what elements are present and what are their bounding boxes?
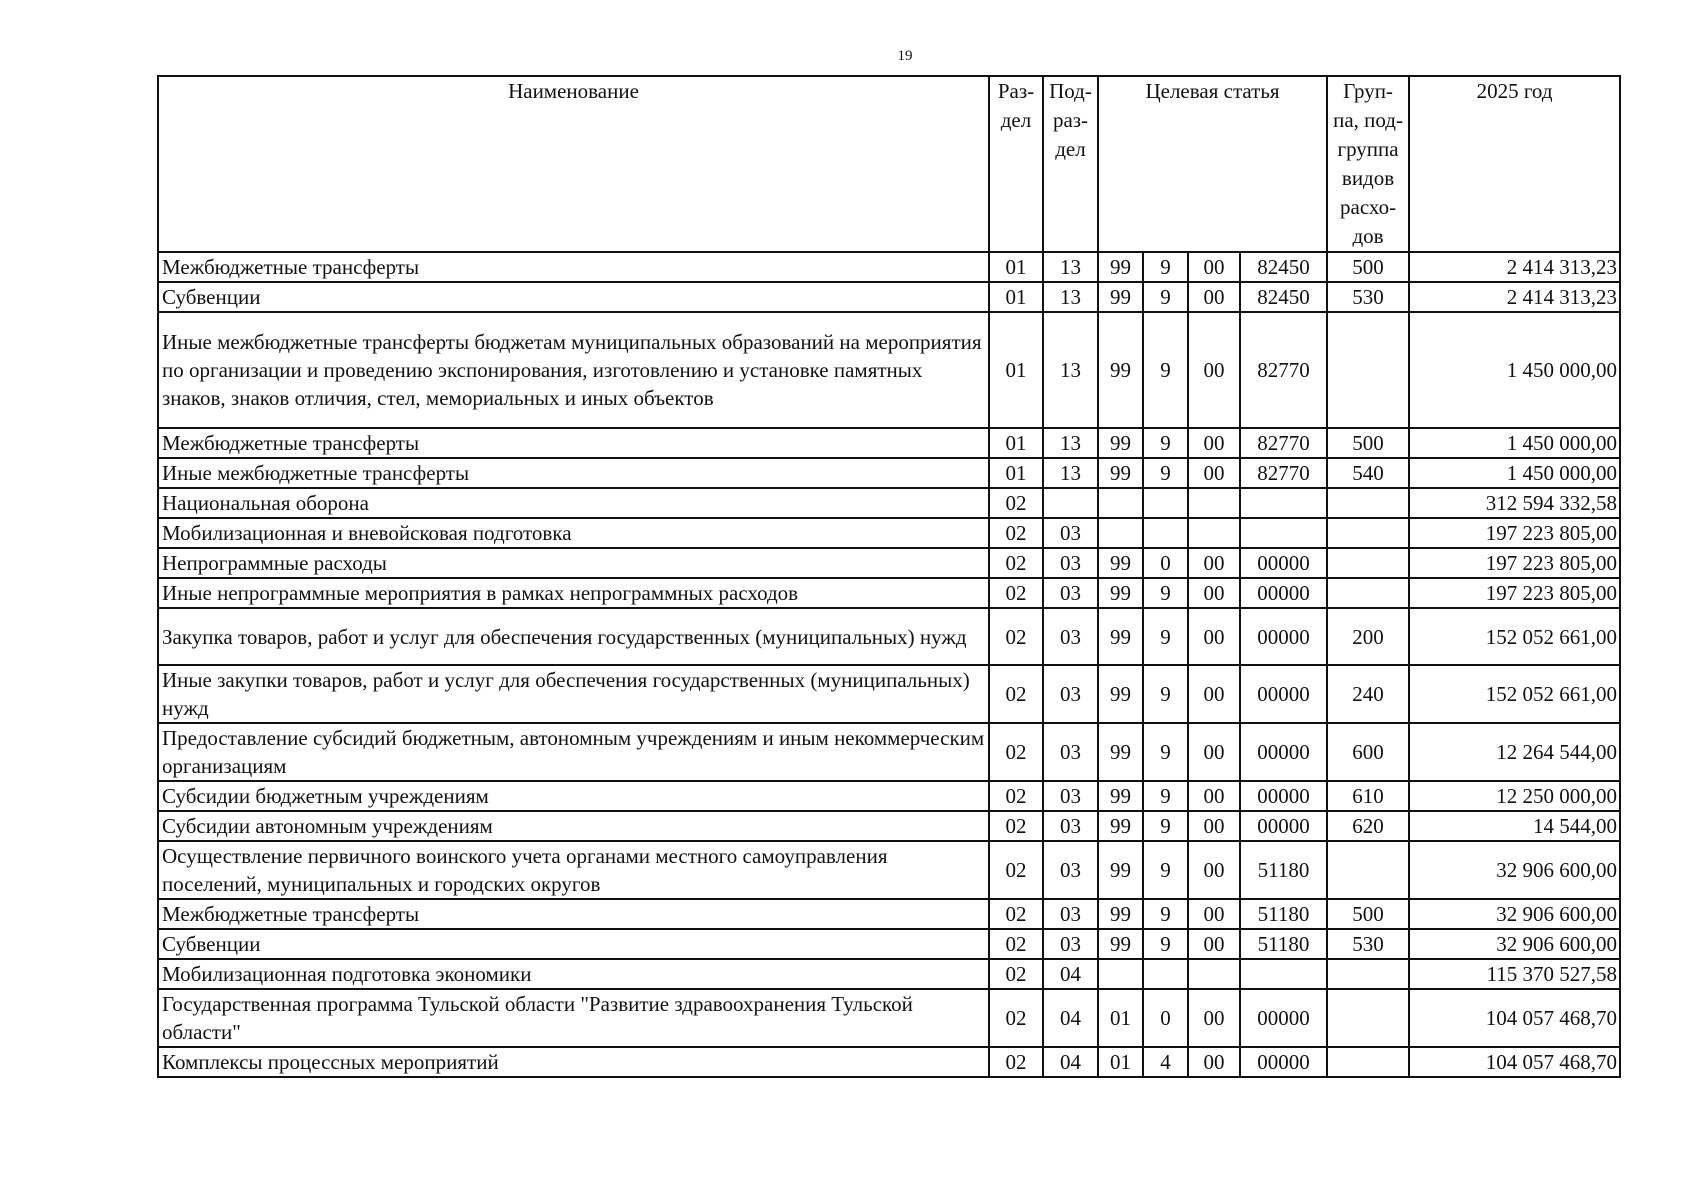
table-row <box>158 458 1620 488</box>
row-target-subprogram: 00 <box>1188 548 1240 578</box>
row-target-direction <box>1240 518 1327 548</box>
row-target-direction: 00000 <box>1240 548 1327 578</box>
row-target-subprogram: 00 <box>1188 929 1240 959</box>
header-expense-group: Груп- па, под- группа видов расхо- дов <box>1327 76 1409 252</box>
row-target-direction <box>1240 959 1327 989</box>
row-razdel: 02 <box>989 899 1043 929</box>
row-razdel: 01 <box>989 428 1043 458</box>
row-amount: 152 052 661,00 <box>1409 665 1620 723</box>
page-number: 19 <box>897 48 913 64</box>
row-target-program: 99 <box>1098 929 1143 959</box>
row-razdel: 02 <box>989 518 1043 548</box>
row-podrazdel: 03 <box>1043 929 1098 959</box>
row-target-direction: 00000 <box>1240 781 1327 811</box>
row-name: Субсидии автономным учреждениям <box>158 811 989 841</box>
row-amount: 32 906 600,00 <box>1409 929 1620 959</box>
table-row <box>158 899 1620 929</box>
row-expense-group: 600 <box>1327 723 1409 781</box>
row-amount: 197 223 805,00 <box>1409 548 1620 578</box>
row-target-type: 0 <box>1143 989 1188 1047</box>
row-name: Иные непрограммные мероприятия в рамках непрограммных расходов <box>158 578 989 608</box>
row-target-program: 99 <box>1098 282 1143 312</box>
row-razdel: 01 <box>989 282 1043 312</box>
table-row <box>158 488 1620 518</box>
row-razdel: 02 <box>989 841 1043 899</box>
row-target-subprogram: 00 <box>1188 608 1240 665</box>
row-target-subprogram: 00 <box>1188 989 1240 1047</box>
header-year: 2025 год <box>1409 76 1620 252</box>
row-name: Иные межбюджетные трансферты бюджетам муниципальных образований на мероприятия по организации и проведению экспонирования, изготовлению и установке памятных знаков, знаков отличия, стел, мемориальных и иных объектов <box>158 312 989 428</box>
row-amount: 104 057 468,70 <box>1409 1047 1620 1077</box>
row-target-subprogram: 00 <box>1188 578 1240 608</box>
row-podrazdel: 04 <box>1043 1047 1098 1077</box>
row-target-program: 99 <box>1098 841 1143 899</box>
row-expense-group <box>1327 548 1409 578</box>
row-target-type: 9 <box>1143 811 1188 841</box>
row-podrazdel: 03 <box>1043 781 1098 811</box>
row-target-type <box>1143 959 1188 989</box>
row-target-direction: 82450 <box>1240 252 1327 282</box>
table-header-row <box>158 76 1620 252</box>
row-target-subprogram: 00 <box>1188 458 1240 488</box>
row-name: Национальная оборона <box>158 488 989 518</box>
row-podrazdel: 13 <box>1043 282 1098 312</box>
table-row <box>158 252 1620 282</box>
row-podrazdel: 04 <box>1043 989 1098 1047</box>
table-row <box>158 428 1620 458</box>
row-name: Межбюджетные трансферты <box>158 899 989 929</box>
table-row <box>158 282 1620 312</box>
row-expense-group <box>1327 959 1409 989</box>
row-amount: 32 906 600,00 <box>1409 899 1620 929</box>
row-name: Непрограммные расходы <box>158 548 989 578</box>
table-row <box>158 665 1620 723</box>
row-expense-group: 530 <box>1327 929 1409 959</box>
table-row <box>158 841 1620 899</box>
budget-table <box>157 75 1621 1078</box>
table-row <box>158 723 1620 781</box>
row-amount: 12 250 000,00 <box>1409 781 1620 811</box>
row-target-direction: 82770 <box>1240 458 1327 488</box>
table-row <box>158 929 1620 959</box>
table-row <box>158 578 1620 608</box>
row-amount: 115 370 527,58 <box>1409 959 1620 989</box>
row-target-program <box>1098 959 1143 989</box>
row-amount: 1 450 000,00 <box>1409 458 1620 488</box>
row-amount: 104 057 468,70 <box>1409 989 1620 1047</box>
row-target-type: 9 <box>1143 252 1188 282</box>
row-razdel: 02 <box>989 665 1043 723</box>
row-expense-group: 620 <box>1327 811 1409 841</box>
row-target-type: 4 <box>1143 1047 1188 1077</box>
row-razdel: 02 <box>989 989 1043 1047</box>
row-razdel: 01 <box>989 312 1043 428</box>
row-podrazdel: 03 <box>1043 899 1098 929</box>
row-target-direction: 51180 <box>1240 841 1327 899</box>
row-target-subprogram: 00 <box>1188 282 1240 312</box>
row-expense-group <box>1327 312 1409 428</box>
row-podrazdel: 03 <box>1043 841 1098 899</box>
row-amount: 197 223 805,00 <box>1409 518 1620 548</box>
row-podrazdel: 03 <box>1043 548 1098 578</box>
row-target-program: 99 <box>1098 899 1143 929</box>
row-amount: 2 414 313,23 <box>1409 282 1620 312</box>
row-target-subprogram: 00 <box>1188 428 1240 458</box>
row-target-subprogram: 00 <box>1188 723 1240 781</box>
row-expense-group: 500 <box>1327 428 1409 458</box>
row-target-type <box>1143 488 1188 518</box>
row-podrazdel: 13 <box>1043 458 1098 488</box>
row-razdel: 02 <box>989 608 1043 665</box>
row-name: Межбюджетные трансферты <box>158 428 989 458</box>
row-amount: 197 223 805,00 <box>1409 578 1620 608</box>
row-target-type: 9 <box>1143 929 1188 959</box>
row-amount: 1 450 000,00 <box>1409 428 1620 458</box>
row-expense-group: 200 <box>1327 608 1409 665</box>
row-target-type: 9 <box>1143 282 1188 312</box>
row-target-program <box>1098 518 1143 548</box>
row-expense-group <box>1327 841 1409 899</box>
row-podrazdel: 03 <box>1043 518 1098 548</box>
row-name: Иные межбюджетные трансферты <box>158 458 989 488</box>
header-name: Наименование <box>158 76 989 252</box>
row-target-subprogram <box>1188 518 1240 548</box>
row-target-direction: 00000 <box>1240 811 1327 841</box>
row-target-subprogram: 00 <box>1188 781 1240 811</box>
row-razdel: 02 <box>989 959 1043 989</box>
row-podrazdel: 03 <box>1043 723 1098 781</box>
row-name: Комплексы процессных мероприятий <box>158 1047 989 1077</box>
row-razdel: 02 <box>989 578 1043 608</box>
row-target-subprogram: 00 <box>1188 811 1240 841</box>
row-target-subprogram <box>1188 959 1240 989</box>
row-razdel: 02 <box>989 811 1043 841</box>
row-podrazdel: 04 <box>1043 959 1098 989</box>
row-podrazdel: 03 <box>1043 665 1098 723</box>
row-target-subprogram: 00 <box>1188 1047 1240 1077</box>
row-target-subprogram: 00 <box>1188 312 1240 428</box>
row-target-direction: 00000 <box>1240 723 1327 781</box>
row-name: Субсидии бюджетным учреждениям <box>158 781 989 811</box>
row-target-program: 99 <box>1098 811 1143 841</box>
row-name: Субвенции <box>158 282 989 312</box>
table-row <box>158 1047 1620 1077</box>
row-expense-group: 500 <box>1327 252 1409 282</box>
row-target-program <box>1098 488 1143 518</box>
row-name: Предоставление субсидий бюджетным, автономным учреждениям и иным некоммерческим организациям <box>158 723 989 781</box>
row-amount: 152 052 661,00 <box>1409 608 1620 665</box>
row-expense-group: 500 <box>1327 899 1409 929</box>
row-expense-group: 610 <box>1327 781 1409 811</box>
row-name: Субвенции <box>158 929 989 959</box>
row-target-subprogram: 00 <box>1188 899 1240 929</box>
row-target-direction <box>1240 488 1327 518</box>
row-amount: 32 906 600,00 <box>1409 841 1620 899</box>
row-target-program: 01 <box>1098 1047 1143 1077</box>
row-target-subprogram: 00 <box>1188 252 1240 282</box>
row-target-type: 9 <box>1143 665 1188 723</box>
row-target-subprogram: 00 <box>1188 841 1240 899</box>
row-target-type: 9 <box>1143 578 1188 608</box>
row-target-subprogram <box>1188 488 1240 518</box>
row-expense-group <box>1327 518 1409 548</box>
row-target-program: 99 <box>1098 578 1143 608</box>
row-razdel: 02 <box>989 723 1043 781</box>
row-target-direction: 00000 <box>1240 665 1327 723</box>
row-expense-group: 530 <box>1327 282 1409 312</box>
row-target-type: 9 <box>1143 899 1188 929</box>
table-row <box>158 989 1620 1047</box>
row-target-type: 9 <box>1143 841 1188 899</box>
row-razdel: 01 <box>989 252 1043 282</box>
row-podrazdel <box>1043 488 1098 518</box>
row-target-type: 9 <box>1143 312 1188 428</box>
row-target-type: 9 <box>1143 723 1188 781</box>
row-expense-group <box>1327 488 1409 518</box>
row-target-type: 0 <box>1143 548 1188 578</box>
row-target-program: 99 <box>1098 428 1143 458</box>
table-row <box>158 518 1620 548</box>
row-target-type <box>1143 518 1188 548</box>
row-expense-group <box>1327 1047 1409 1077</box>
row-target-program: 99 <box>1098 608 1143 665</box>
table-row <box>158 548 1620 578</box>
row-expense-group <box>1327 989 1409 1047</box>
table-row <box>158 811 1620 841</box>
row-target-type: 9 <box>1143 781 1188 811</box>
row-target-program: 99 <box>1098 723 1143 781</box>
row-expense-group: 240 <box>1327 665 1409 723</box>
row-amount: 312 594 332,58 <box>1409 488 1620 518</box>
row-name: Мобилизационная подготовка экономики <box>158 959 989 989</box>
row-expense-group <box>1327 578 1409 608</box>
row-target-direction: 82770 <box>1240 428 1327 458</box>
row-target-program: 99 <box>1098 458 1143 488</box>
row-razdel: 02 <box>989 488 1043 518</box>
header-podrazdel: Под- раз- дел <box>1043 76 1098 252</box>
row-amount: 2 414 313,23 <box>1409 252 1620 282</box>
row-podrazdel: 13 <box>1043 428 1098 458</box>
header-target-article: Целевая статья <box>1098 76 1327 252</box>
row-target-direction: 00000 <box>1240 578 1327 608</box>
row-target-program: 01 <box>1098 989 1143 1047</box>
row-razdel: 02 <box>989 1047 1043 1077</box>
row-razdel: 02 <box>989 548 1043 578</box>
row-target-direction: 00000 <box>1240 989 1327 1047</box>
row-target-program: 99 <box>1098 781 1143 811</box>
row-target-direction: 82450 <box>1240 282 1327 312</box>
row-target-direction: 00000 <box>1240 608 1327 665</box>
row-podrazdel: 03 <box>1043 811 1098 841</box>
row-target-program: 99 <box>1098 312 1143 428</box>
row-name: Мобилизационная и вневойсковая подготовка <box>158 518 989 548</box>
row-target-direction: 82770 <box>1240 312 1327 428</box>
row-target-direction: 00000 <box>1240 1047 1327 1077</box>
row-podrazdel: 13 <box>1043 312 1098 428</box>
row-podrazdel: 13 <box>1043 252 1098 282</box>
row-name: Межбюджетные трансферты <box>158 252 989 282</box>
row-target-type: 9 <box>1143 428 1188 458</box>
row-name: Иные закупки товаров, работ и услуг для обеспечения государственных (муниципальных) нужд <box>158 665 989 723</box>
table-row <box>158 959 1620 989</box>
row-target-direction: 51180 <box>1240 899 1327 929</box>
row-name: Государственная программа Тульской области "Развитие здравоохранения Тульской области" <box>158 989 989 1047</box>
row-razdel: 02 <box>989 781 1043 811</box>
row-target-type: 9 <box>1143 458 1188 488</box>
table-row <box>158 781 1620 811</box>
table-row <box>158 312 1620 428</box>
row-amount: 1 450 000,00 <box>1409 312 1620 428</box>
row-name: Закупка товаров, работ и услуг для обеспечения государственных (муниципальных) нужд <box>158 608 989 665</box>
header-razdel: Раз- дел <box>989 76 1043 252</box>
row-target-direction: 51180 <box>1240 929 1327 959</box>
row-amount: 14 544,00 <box>1409 811 1620 841</box>
row-razdel: 02 <box>989 929 1043 959</box>
row-amount: 12 264 544,00 <box>1409 723 1620 781</box>
row-razdel: 01 <box>989 458 1043 488</box>
row-name: Осуществление первичного воинского учета органами местного самоуправления поселений, муниципальных и городских округов <box>158 841 989 899</box>
row-target-program: 99 <box>1098 665 1143 723</box>
row-target-subprogram: 00 <box>1188 665 1240 723</box>
row-podrazdel: 03 <box>1043 578 1098 608</box>
table-row <box>158 608 1620 665</box>
row-target-program: 99 <box>1098 548 1143 578</box>
row-podrazdel: 03 <box>1043 608 1098 665</box>
row-expense-group: 540 <box>1327 458 1409 488</box>
row-target-program: 99 <box>1098 252 1143 282</box>
row-target-type: 9 <box>1143 608 1188 665</box>
